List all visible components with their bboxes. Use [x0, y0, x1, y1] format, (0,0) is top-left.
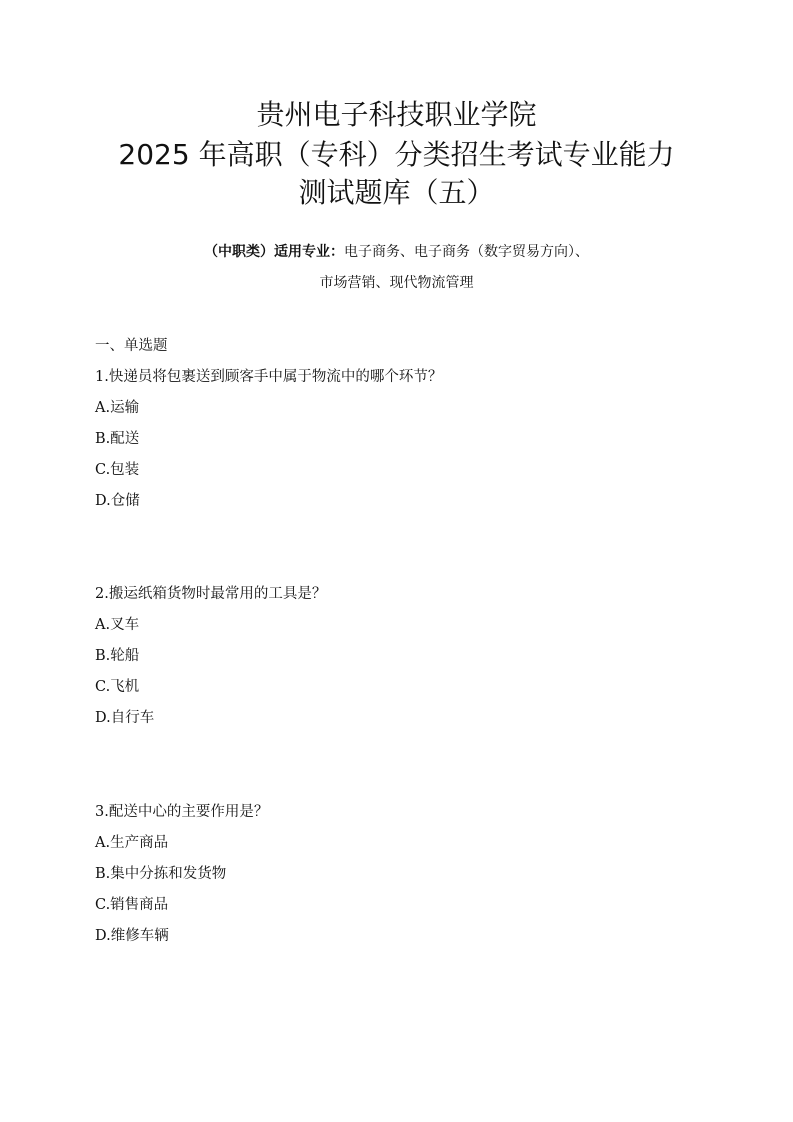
- option: C.包装: [95, 462, 140, 478]
- option: C.飞机: [95, 679, 140, 695]
- applicable-majors: [0, 242, 793, 262]
- category-label: （中职类）适用专业：: [204, 244, 344, 260]
- option: B.集中分拣和发货物: [95, 866, 227, 882]
- question-stem: 2.搬运纸箱货物时最常用的工具是？: [95, 586, 327, 602]
- question-stem: 1.快递员将包裹送到顾客手中属于物流中的哪个环节？: [95, 369, 443, 385]
- option: D.仓储: [95, 493, 140, 509]
- doc-title-line-2: 2025 年高职（专科）分类招生考试专业能力: [118, 138, 675, 171]
- doc-title-line-1: 贵州电子科技职业学院: [256, 98, 537, 131]
- option: A.生产商品: [95, 835, 169, 851]
- question-stem: 3.配送中心的主要作用是？: [95, 804, 269, 820]
- option: D.维修车辆: [95, 928, 169, 944]
- doc-title-line-3: 测试题库（五）: [298, 176, 495, 209]
- section-title: 一、单选题: [95, 338, 168, 354]
- majors-line-1: 电子商务、电子商务（数字贸易方向）、: [344, 244, 589, 260]
- option: B.配送: [95, 431, 140, 447]
- option: D.自行车: [95, 710, 155, 726]
- majors-line-2: 市场营销、现代物流管理: [319, 275, 474, 291]
- option: C.销售商品: [95, 897, 169, 913]
- option: A.运输: [95, 400, 140, 416]
- option: B.轮船: [95, 648, 140, 664]
- option: A.叉车: [95, 617, 140, 633]
